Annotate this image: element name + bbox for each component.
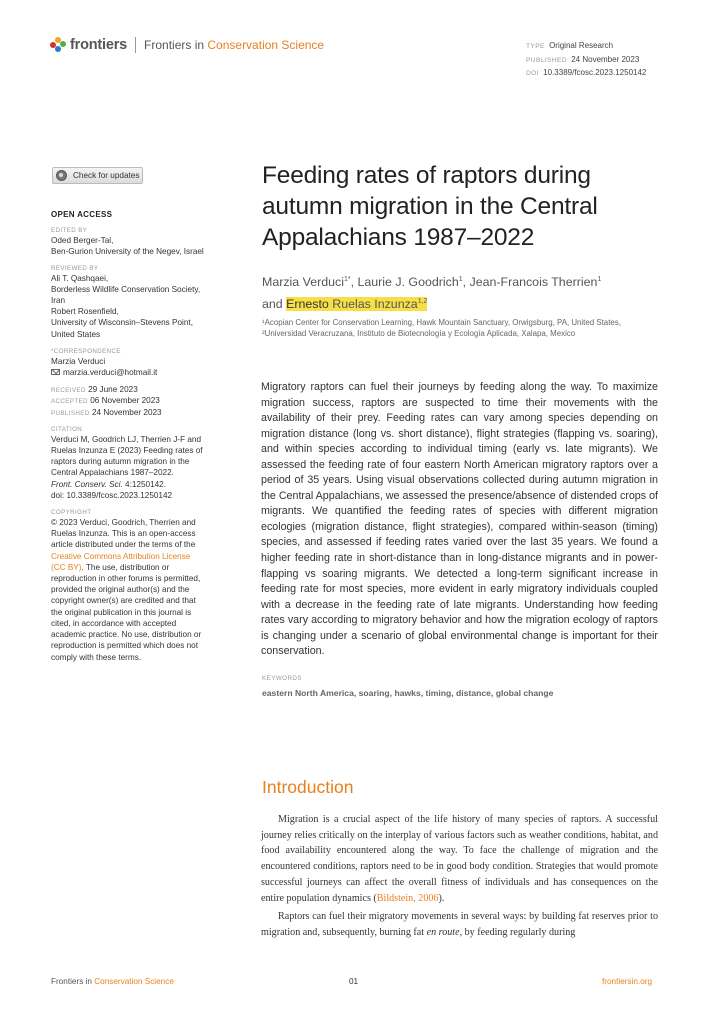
- reviewers: Ali T. Qashqaei, Borderless Wildlife Conservation Society, Iran Robert Rosenfield, University of Wisconsin–Stevens Point, United States: [51, 273, 201, 339]
- license-link[interactable]: Creative Commons Attribution License: [51, 551, 191, 561]
- brand-name: frontiers: [70, 37, 128, 53]
- footer-site-link[interactable]: frontiersin.org: [602, 977, 653, 986]
- meta-doi: DOI 10.3389/fcosc.2023.1250142: [526, 68, 647, 77]
- intro-body: [261, 812, 658, 941]
- author: Laurie J. Goodrich: [357, 275, 459, 289]
- footer-journal: Frontiers in Conservation Science: [51, 977, 174, 986]
- author: Marzia Verduci: [262, 275, 344, 289]
- dates: RECEIVED 29 June 2023 ACCEPTED 06 November 2023 PUBLISHED 24 November 2023: [51, 385, 162, 417]
- editor: Oded Berger-Tal, Ben-Gurion University of the Negev, Israel: [51, 236, 204, 257]
- open-access-label: OPEN ACCESS: [51, 210, 113, 219]
- page-number: 01: [349, 977, 359, 986]
- highlighted-author: Ernesto Ruelas Inzunza$^{1,2}$: [286, 297, 428, 311]
- keywords-label: KEYWORDS: [262, 675, 302, 682]
- meta-type: TYPE Original Research: [526, 41, 614, 50]
- citation-link[interactable]: Bildstein, 2006: [376, 892, 439, 904]
- keywords: eastern North America, soaring, hawks, timing, distance, global change: [262, 688, 554, 698]
- license-link-abbr[interactable]: (CC BY): [51, 562, 82, 572]
- meta-published: PUBLISHED 24 November 2023: [526, 54, 640, 64]
- check-for-updates-button[interactable]: Check for updates: [52, 167, 143, 184]
- divider: [135, 37, 136, 53]
- correspondence-email[interactable]: marzia.verduci@hotmail.it: [51, 367, 221, 378]
- mail-icon: [51, 369, 60, 376]
- correspondence-name: Marzia Verduci: [51, 356, 106, 366]
- paragraph: Migration is a crucial aspect of the life history of many species of raptors. A successful journey relies critically on the interplay of various factors such as weather conditions, habitat, and food availability encountered along the way. To face the challenge of migration and the encountered conditions, raptors need to be in good body condition. Strategies that would promote successful journeys can affect the overall fitness of individuals and has consequences on the entire population dynamics (Bildstein, 2006).: [261, 814, 658, 904]
- sidebar-info: OPEN ACCESS EDITED BY Oded Berger-Tal, Ben-Gurion University of the Negev, Israel REVIEWED BY Ali T. Qashqaei, Borderless Wildlife Conservation Society, Iran Robert Rosenfield, University of Wisconsin–Stevens Point, United States *CORRESPONDENCE Marzia Verduci marzia.verduci@hotmail.it RECEIVED 29 June 2023 ACCEPTED 06 November 2023 PUBLISHED 24 November 2023 CITATION Verduci M, Goodrich LJ, Therrien J-F and Ruelas Inzunza E (2023) Feeding rates of raptors during autumn migration in the Central Appalachians 1987–2022. Front. Conserv. Sci. 4:1250142. doi: 10.3389/fcosc.2023.1250142 COPYRIGHT © 2023 Verduci, Goodrich, Therrien and Ruelas Inzunza. This is an open-access article distributed under the terms of the Creative Commons Attribution License (CC BY). The use, distribution or reproduction in other forums is permitted, provided the original author(s) and the copyright owner(s) are credited and that the original publication in this journal is cited, in accordance with accepted academic practice. No use, distribution or reproduction is permitted which does not comply with these terms.: [51, 209, 221, 663]
- affiliations: ¹Acopian Center for Conservation Learning, Hawk Mountain Sanctuary, Orwigsburg, PA, United States, ²Universidad Veracruzana, Instituto de Biotecnología y Ecología Aplicada, Xalapa, Mexico: [262, 318, 621, 338]
- article-meta: [526, 40, 646, 81]
- journal-header: [50, 36, 324, 54]
- authors: Marzia Verduci$^{1*}$, Laurie J. Goodrich$^1$, Jean-Francois Therrien$^1$ and Ernesto Ruelas Inzunza$^{1,2}$: [262, 275, 602, 311]
- crossmark-icon: [56, 170, 67, 181]
- citation: Verduci M, Goodrich LJ, Therrien J-F and Ruelas Inzunza E (2023) Feeding rates of raptors during autumn migration in the Central Appalachians 1987–2022. Front. Conserv. Sci. 4:1250142. doi: 10.3389/fcosc.2023.1250142: [51, 434, 203, 500]
- frontiers-logo-icon: [50, 37, 66, 53]
- article-title: Feeding rates of raptors during autumn migration in the Central Appalachians 1987–2022: [262, 162, 598, 251]
- journal-name: Frontiers in Conservation Science: [144, 38, 325, 52]
- paragraph: Raptors can fuel their migratory movements in several ways: by building fat reserves prior to migration and, subsequently, burning fat en route, by feeding regularly during: [261, 911, 658, 938]
- author: Jean-Francois Therrien: [469, 275, 598, 289]
- abstract: Migratory raptors can fuel their journeys by feeding along the way. To maximize migration success, raptors are suspected to time their movements with the availability of their prey. Feeding rates can vary among species depending on migration distance (long vs. short distance), flight strategies (flapping vs. soaring), and within species according to individual timing (early vs. late migrants). We assessed the feeding rate of four eastern North American migratory raptors over a period of 35 years. Using visual observations collected during autumn migration in the Central Appalachians, we assessed the presence/absence of distended crops of migrants. We quantified the feeding rates of species with different migration ecologies (migration distance, flight strategies), compared within-season (timing) species, and assessed if feeding rates varied over the last 35 years. We found a higher feeding rate in short-distance than in long-distance migrants and in power-flapping vs soaring migrants. We detected a long-term significant increase in feeding rate for most species, more evident in early migratory individuals coupled with a decrease in the feeding rate of late migrants. Understanding how feeding rates vary according to migratory behavior and how the migration ecology of raptors is changing under a scenario of global environmental change is important for their conservation.: [261, 381, 658, 658]
- copyright: © 2023 Verduci, Goodrich, Therrien and Ruelas Inzunza. This is an open-access article distributed under the terms of the Creative Commons Attribution License (CC BY). The use, distribution or reproduction in other forums is permitted, provided the original author(s) and the copyright owner(s) are credited and that the original publication in this journal is cited, in accordance with accepted academic practice. No use, distribution or reproduction is permitted which does not comply with these terms.: [51, 517, 221, 663]
- section-heading: Introduction: [262, 777, 354, 797]
